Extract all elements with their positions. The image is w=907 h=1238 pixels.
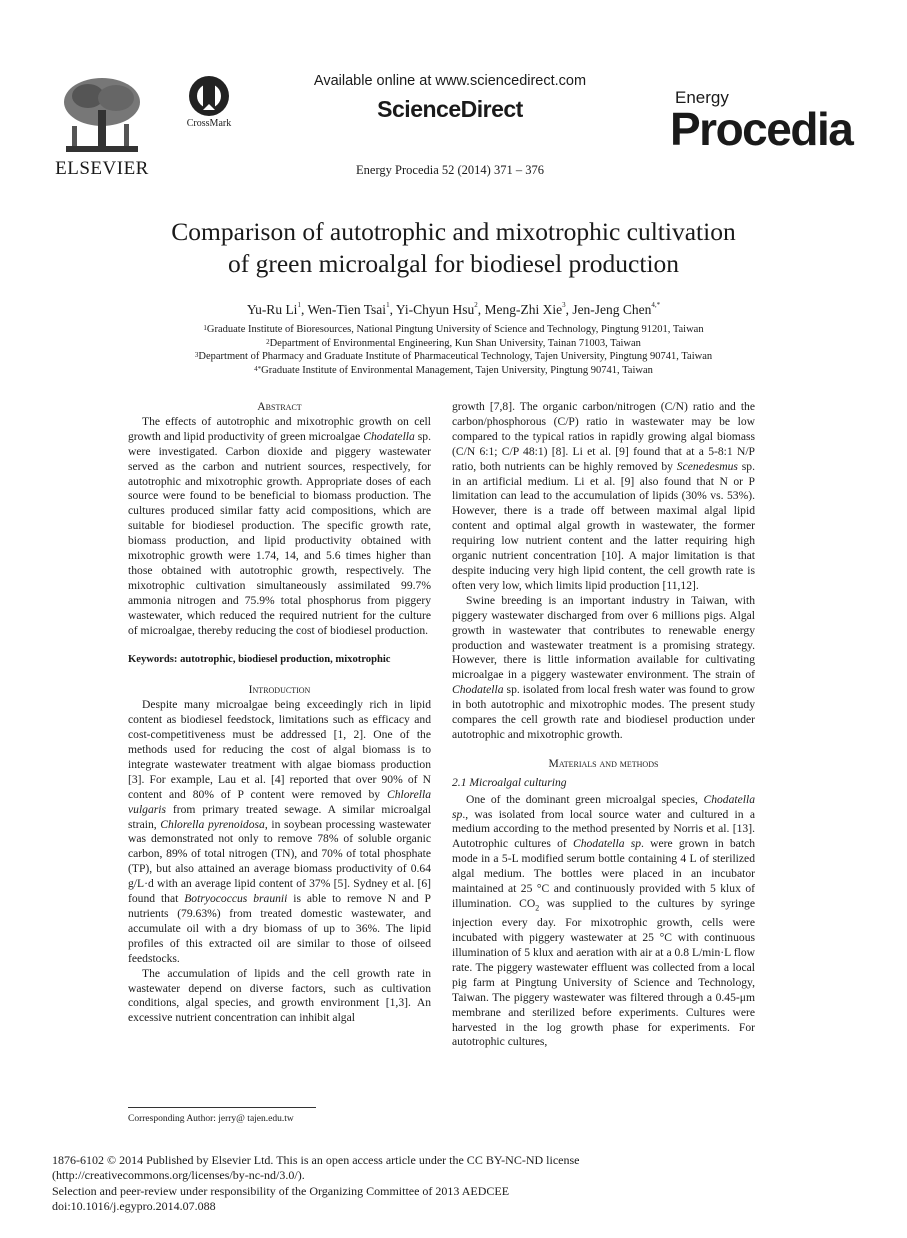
journal-logo-procedia: Procedia xyxy=(670,103,853,155)
license-link[interactable]: (http://creativecommons.org/licenses/by-nc-nd/3.0/). xyxy=(52,1168,305,1183)
crossmark-label: CrossMark xyxy=(186,118,232,129)
right-column xyxy=(452,400,755,1050)
title-line: Comparison of autotrophic and mixotrophic cultivation xyxy=(171,217,736,246)
keywords: Keywords: autotrophic, biodiesel production, mixotrophic xyxy=(128,653,391,665)
elsevier-wordmark: ELSEVIER xyxy=(55,158,149,179)
affiliation: $^2$Department of Environmental Engineering, Kun Shan University, Tainan 71003, Taiwan xyxy=(266,337,641,349)
footnote-divider xyxy=(128,1107,316,1108)
journal-logo-energy: Energy xyxy=(675,88,729,107)
author: Meng-Zhi Xie$^3$ xyxy=(484,301,566,317)
author: Wen-Tien Tsai$^1$ xyxy=(307,301,390,317)
body-paragraph: Swine breeding is an important industry in Taiwan, with piggery wastewater discharged from over 6 millions pigs. Algal growth in wastewater that contributes to renewable energy production and wastewater treatment is a promising strategy. However, there is little information available for cultivating microalgae in a piggery wastewater environment. The strain of Chodatella sp. isolated from local fresh water was found to grow in both autotrophic and mixotrophic modes. The present study compares the cell growth rate and biodiesel production under autotrophic and mixotrophic growth. xyxy=(452,593,755,741)
sciencedirect-wordmark[interactable]: ScienceDirect xyxy=(377,96,523,122)
abstract-heading: Abstract xyxy=(257,400,302,413)
introduction-heading: Introduction xyxy=(248,683,311,697)
elsevier-logo xyxy=(52,70,152,178)
journal-reference: Energy Procedia 52 (2014) 371 – 376 xyxy=(356,163,544,177)
left-column xyxy=(128,400,431,1026)
subsection-heading: 2.1 Microalgal culturing xyxy=(452,775,567,789)
page-header xyxy=(0,0,907,190)
abstract-paragraph: The effects of autotrophic and mixotrophic growth on cell growth and lipid productivity of green microalgae Chodatella sp. were investigated. Carbon dioxide and piggery wastewater served as the carbon and nutrient sources, respectively, for autotrophic and mixotrophic growth. Appropriate doses of each source were found to be beneficial to biomass production. The cultures produced similar fatty acid compositions, which are suitable for biodiesel production. The specific growth rate, biomass production, and lipid productivity obtained with mixotrophic growth were 1.74, 14, and 5.6 times higher than those obtained with autotrophic growth, respectively. The mixotrophic cultivation simultaneously assimilated 99.7% ammonia nitrogen and 75.9% total phosphorus from piggery wastewater, which reduced the required nutrient for the culture of microalgae, thereby reducing the cost of biodiesel production. xyxy=(128,414,431,637)
corresponding-author-footnote: Corresponding Author: jerry@ tajen.edu.tw xyxy=(128,1114,294,1124)
author: Yu-Ru Li$^1$ xyxy=(246,301,301,317)
peer-review-line: Selection and peer-review under responsibility of the Organizing Committee of 2013 AEDCEE xyxy=(52,1183,510,1198)
affiliation: $^1$Graduate Institute of Bioresources, National Pingtung University of Science and Technology, Pingtung 91201, Taiwan xyxy=(203,324,704,335)
elsevier-tree-icon xyxy=(58,74,146,156)
paper-title xyxy=(100,216,807,280)
author-list: Yu-Ru Li$^1$, Wen-Tien Tsai$^1$, Yi-Chyun Hsu$^2$, Meng-Zhi Xie$^3$, Jen-Jeng Chen$^{4,*}$ xyxy=(246,301,661,317)
body-paragraph: The accumulation of lipids and the cell growth rate in wastewater depend on diverse factors, such as cultivation conditions, algal species, and growth environment [1,3]. An excessive nutrient concentration can inhibit algal xyxy=(128,966,431,1025)
methods-heading: Materials and methods xyxy=(548,756,659,770)
affiliation: $^3$Department of Pharmacy and Graduate Institute of Pharmaceutical Technology, Tajen University, Pingtung 90741, Taiwan xyxy=(194,351,713,362)
title-line: of green microalgal for biodiesel production xyxy=(227,249,680,278)
body-paragraph: growth [7,8]. The organic carbon/nitrogen (C/N) ratio and the carbon/phosphorous (C/P) ratio in wastewater may be low compared to the typical ratios in rapidly growing algal biomass (C/N 6:1; C/P 48:1) [8]. Li et al. [9] found that at a 5-8:1 N/P ratio, both nutrients can be highly removed by Scenedesmus sp. in an artificial medium. Li et al. [9] also found that N or P limitation can lead to the accumulation of lipids (30% vs. 53%). However, there is a trade off between maximal algal lipid content and optimal algal growth in wastewater, the former requiring low nutrient content and the latter requiring high organic nutrient concentration [10]. A major limitation is that despite inducing very high lipid content, the cell growth rate is often very low, which limits lipid production [11,12]. xyxy=(452,400,755,592)
copyright-line: 1876-6102 © 2014 Published by Elsevier Ltd. This is an open access article under the CC BY-NC-ND license xyxy=(52,1153,580,1167)
doi[interactable]: doi:10.1016/j.egypro.2014.07.088 xyxy=(52,1198,216,1213)
author: Yi-Chyun Hsu$^2$ xyxy=(395,301,478,317)
available-online-text: Available online at www.sciencedirect.com xyxy=(313,73,587,89)
affiliation-list xyxy=(100,323,807,377)
affiliation: $^{4*}$Graduate Institute of Environmental Management, Tajen University, Pingtung 90741, Taiwan xyxy=(254,364,653,376)
page-footer xyxy=(52,1153,772,1214)
author: Jen-Jeng Chen$^{4,*}$ xyxy=(572,301,661,317)
body-paragraph: Despite many microalgae being exceedingly rich in lipid content as biodiesel feedstock, limitations such as efficacy and cost-competitiveness must be addressed [1, 2]. One of the methods used for reducing the cost of algal biomass is to integrate wastewater treatment with algae biomass production [3]. For example, Lau et al. [4] reported that over 90% of N content and 80% of P content were removed by Chlorella vulgaris from primary treated sewage. A similar microalgal strain, Chlorella pyrenoidosa, in soybean processing wastewater was demonstrated not only to remove 78% of soluble organic carbon, 89% of total nitrogen (TN), and 70% of total phosphate (TP), but also attained an average biomass productivity of 0.64 g/L·d with an average lipid content of 37% [5]. Sydney et al. [6] found that Botryococcus braunii is able to remove N and P nutrients (79.63%) from treated domestic wastewater, and accumulate oil with a dry biomass of up to 36%. The lipid profiles of this extracted oil are similar to those of oilseed feedstocks. xyxy=(128,698,432,965)
body-paragraph: One of the dominant green microalgal species, Chodatella sp., was isolated from local source water and cultured in a medium according to the method presented by Norris et al. [13]. Autotrophic cultures of Chodatella sp. were grown in batch mode in a 5-L modified serum bottle containing 4 L of sterilized algal medium. The bottles were placed in an incubator maintained at 25 °C and continuously provided with 5 klux of illumination. $CO_2$ was supplied to the cultures by syringe injection every day. For mixotrophic growth, cells were incubated with piggery wastewater at 25 °C with continuous illumination of 5 klux and aeration with air at a 0.8 L/min·L flow rate. The piggery wastewater effluent was collected from a local pig farm at Pingtung University of Science and Technology, Taiwan. The piggery wastewater was filtered through a 0.45-μm membrane and sterilized before experiments. Cultures were harvested in the log growth phase for experiments. For autotrophic cultures, xyxy=(452,792,755,1049)
